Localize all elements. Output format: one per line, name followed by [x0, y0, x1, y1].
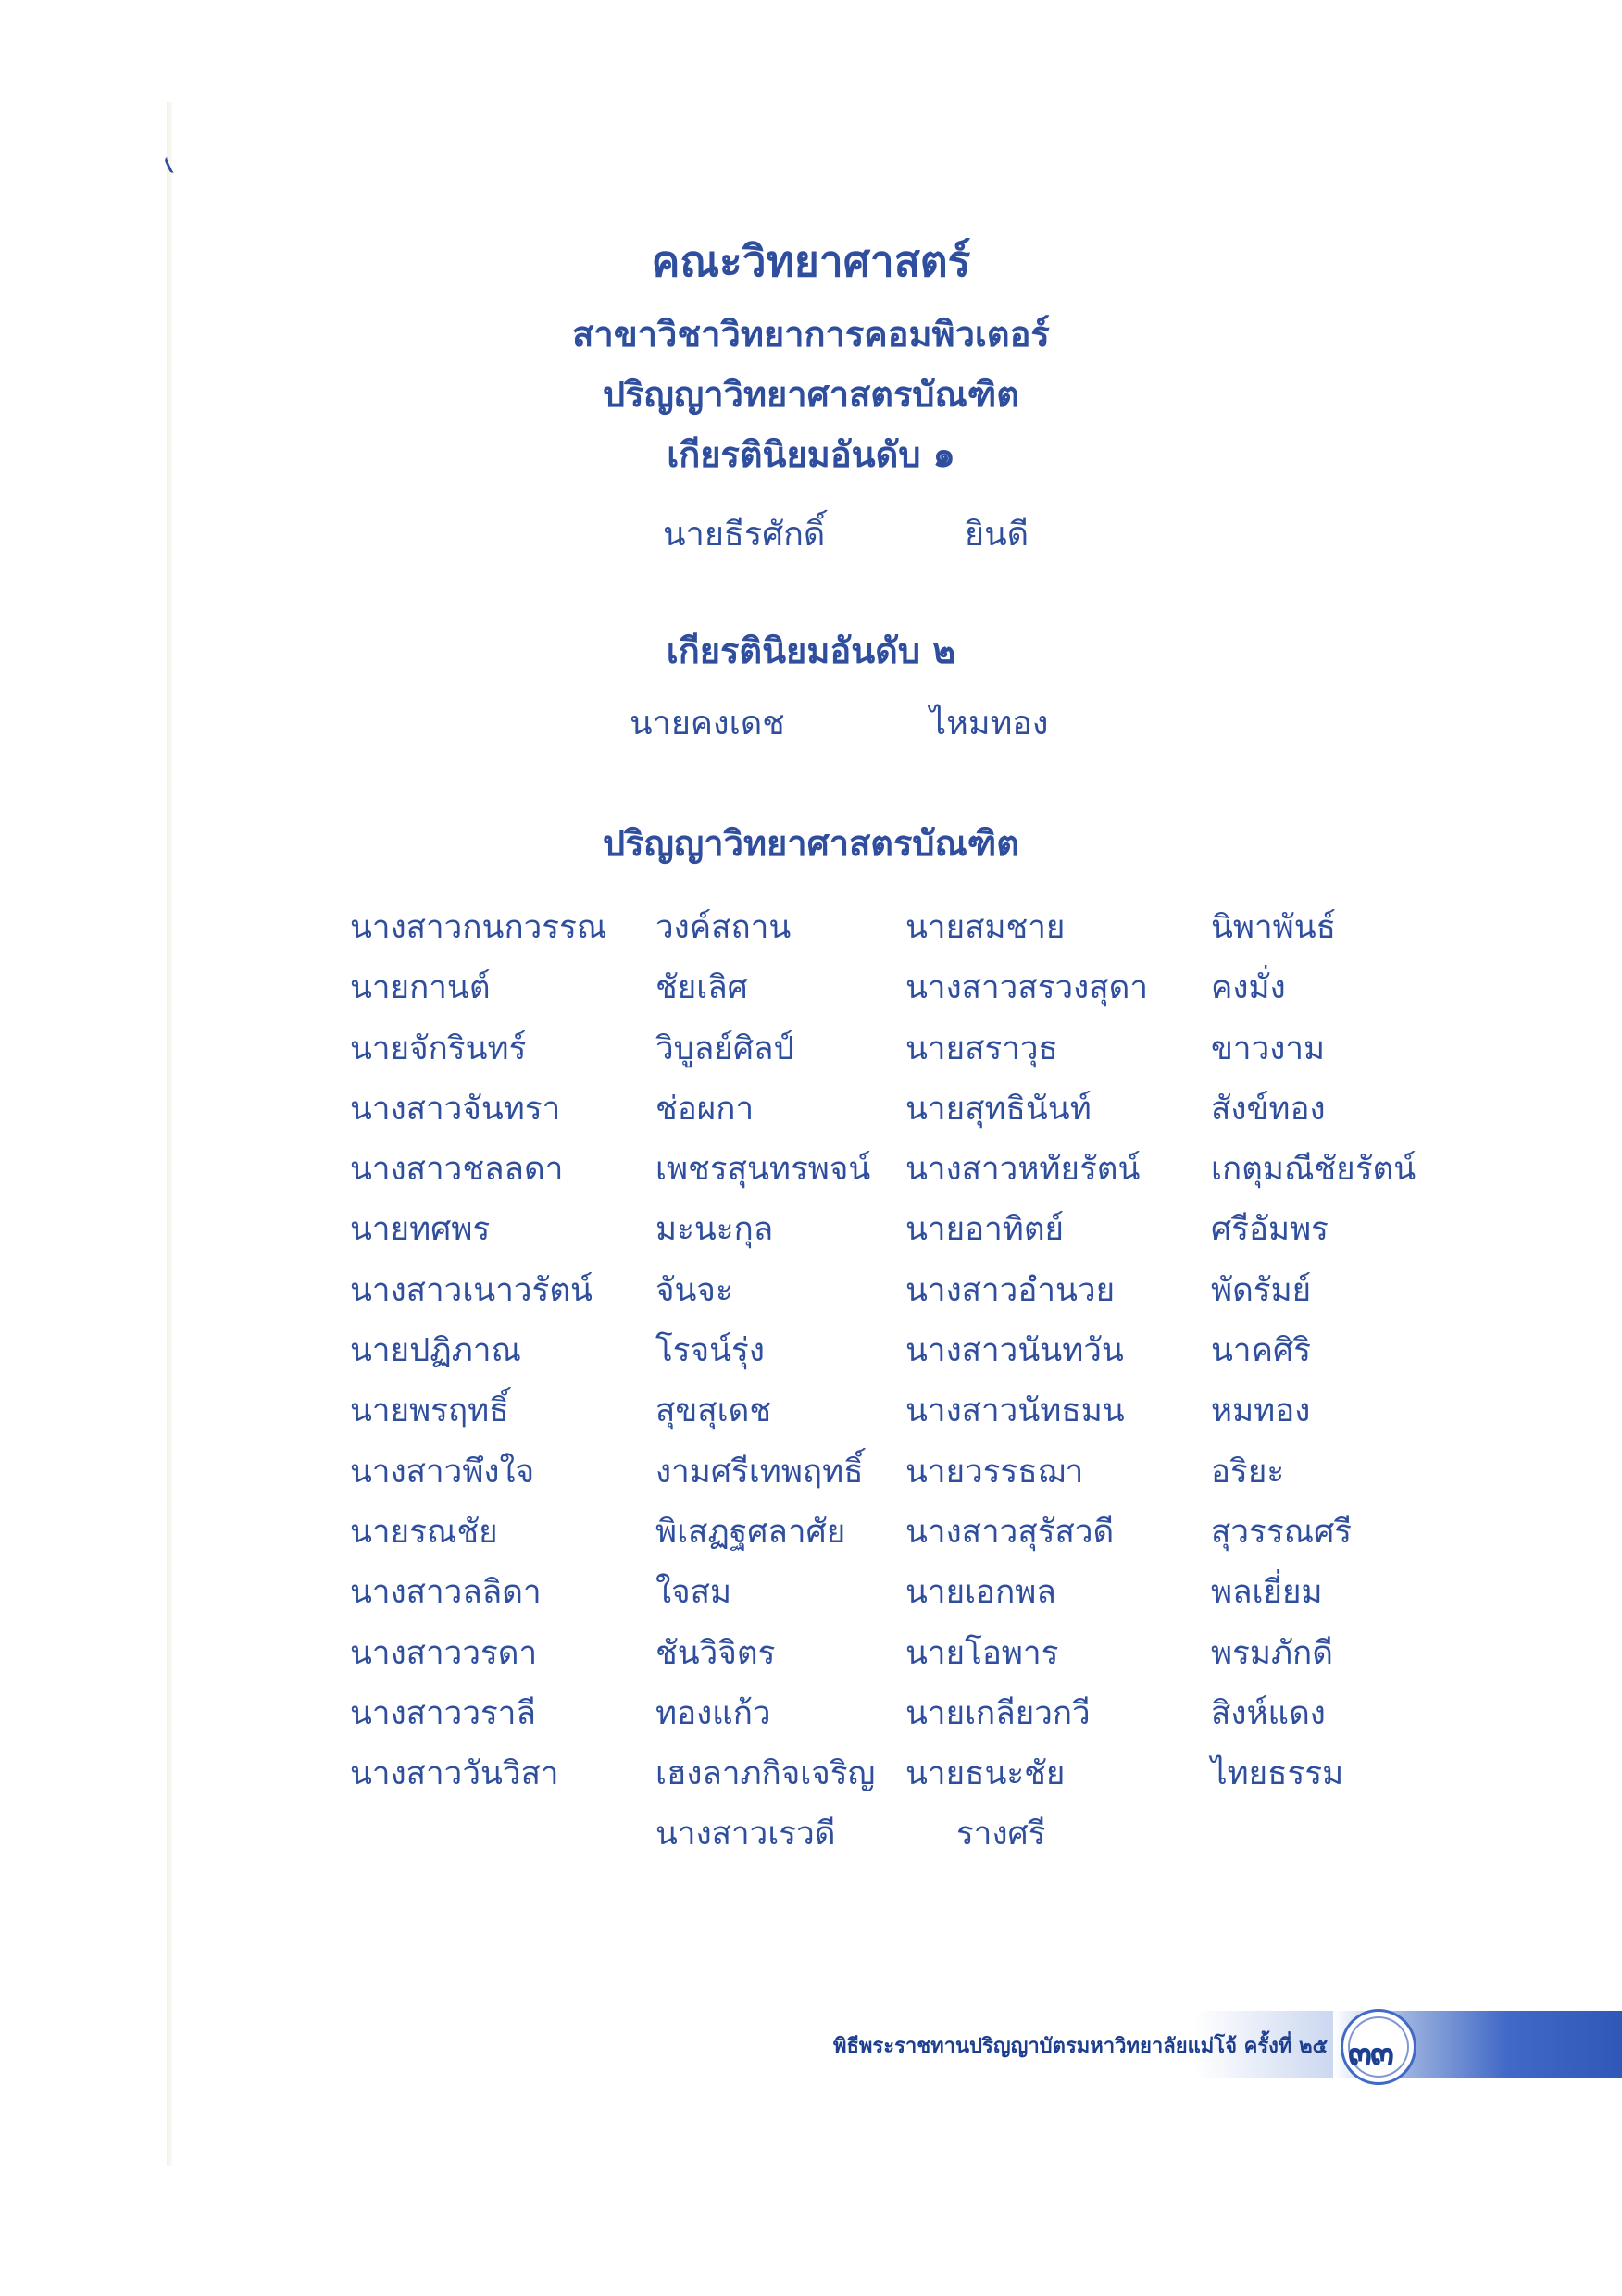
last-name: พรมภักดี [1211, 1634, 1333, 1672]
table-row [350, 1143, 1461, 1204]
last-name: ไหมทอง [930, 705, 1049, 742]
first-name: นายอาทิตย์ [905, 1211, 1065, 1249]
program-title: สาขาวิชาวิทยาการคอมพิวเตอร์ [572, 314, 1050, 355]
first-name: นายเกลียวกวี [905, 1694, 1091, 1732]
table-row [350, 1808, 1461, 1868]
first-name: นางสาวหทัยรัตน์ [905, 1151, 1141, 1189]
faculty-title: คณะวิทยาศาสตร์ [651, 236, 971, 286]
table-row [350, 1385, 1461, 1445]
last-name: ศรีอัมพร [1211, 1211, 1329, 1249]
first-name: นางสาววรดา [350, 1634, 538, 1672]
first-name: นางสาวสุรัสวดี [905, 1513, 1115, 1551]
first-name: นางสาวเนาวรัตน์ [350, 1271, 593, 1309]
first-name: นายสุทธินันท์ [905, 1090, 1092, 1128]
last-name: สิงห์แดง [1211, 1694, 1326, 1732]
table-row [350, 1083, 1461, 1143]
last-name: เกตุมณีชัยรัตน์ [1211, 1151, 1416, 1189]
first-name: นางสาวนันทวัน [905, 1332, 1124, 1370]
degree-title: ปริญญาวิทยาศาสตรบัณฑิต [603, 374, 1019, 415]
table-row [350, 1325, 1461, 1385]
graduate-name-grid [350, 902, 1461, 1869]
table-row [350, 1023, 1461, 1083]
last-name: พิเสฏฐศลาศัย [655, 1513, 846, 1551]
last-name: พัดรัมย์ [1211, 1271, 1312, 1309]
table-row [350, 1628, 1461, 1688]
last-name: รางศรี [956, 1816, 1046, 1853]
last-name: วงค์สถาน [655, 909, 792, 946]
first-name: นางสาวนัทธมน [905, 1392, 1125, 1430]
last-name: เพชรสุนทรพจน์ [655, 1151, 871, 1189]
first-name: นายวรรธฌา [905, 1453, 1084, 1491]
last-name: งามศรีเทพฤทธิ์ [655, 1453, 864, 1491]
table-row [350, 1265, 1461, 1325]
last-name: โรจน์รุ่ง [655, 1332, 765, 1370]
last-name: จันจะ [655, 1271, 733, 1309]
last-name: คงมั่ง [1211, 969, 1286, 1007]
first-name: นายคงเดช [630, 705, 785, 742]
table-row [350, 1204, 1461, 1264]
first-name: นายพรฤทธิ์ [350, 1392, 509, 1430]
last-name: มะนะกุล [655, 1211, 774, 1249]
table-row [350, 1688, 1461, 1748]
first-name: นายรณชัย [350, 1513, 498, 1551]
footer-ceremony-title: พิธีพระราชทานปริญญาบัตรมหาวิทยาลัยแม่โจ้ ครั้งที่ ๒๕ [833, 2034, 1329, 2058]
honor-first-title: เกียรตินิยมอันดับ ๑ [667, 434, 955, 475]
first-name: นางสาวชลลดา [350, 1151, 564, 1189]
first-name: นายจักรินทร์ [350, 1029, 527, 1067]
table-row [350, 1446, 1461, 1506]
last-name: นาคศิริ [1211, 1332, 1312, 1370]
first-name: นายธีรศักดิ์ [663, 516, 826, 554]
first-name: นางสาวสรวงสุดา [905, 969, 1148, 1007]
last-name: ขาวงาม [1211, 1029, 1326, 1067]
table-row [350, 962, 1461, 1022]
first-name: นายกานต์ [350, 969, 491, 1007]
last-name: ยินดี [965, 516, 1029, 554]
table-row [350, 1506, 1461, 1566]
first-name: นางสาวลลิดา [350, 1574, 542, 1612]
first-name: นางสาวกนกวรรณ [350, 909, 607, 946]
last-name: ไทยธรรม [1211, 1755, 1344, 1793]
first-name: นางสาววันวิสา [350, 1755, 559, 1793]
first-name: นายธนะชัย [905, 1755, 1066, 1793]
last-name: เฮงลาภกิจเจริญ [655, 1755, 876, 1793]
first-name: นางสาวจันทรา [350, 1090, 561, 1128]
first-name: นางสาวเรวดี [655, 1816, 836, 1853]
last-name: ทองแก้ว [655, 1694, 771, 1732]
last-name: นิพาพันธ์ [1211, 909, 1337, 946]
last-name: หมทอง [1211, 1392, 1311, 1430]
first-name: นายเอกพล [905, 1574, 1056, 1612]
first-name: นางสาววราลี [350, 1694, 536, 1732]
table-row [350, 902, 1461, 962]
last-name: พลเยี่ยม [1211, 1574, 1323, 1612]
last-name: สุวรรณศรี [1211, 1513, 1353, 1551]
last-name: วิบูลย์ศิลป์ [655, 1029, 794, 1067]
first-name: นางสาวพึงใจ [350, 1453, 535, 1491]
first-name: นายสมชาย [905, 909, 1066, 946]
table-row [350, 1566, 1461, 1627]
last-name: ชันวิจิตร [655, 1634, 776, 1672]
last-name: ชัยเลิศ [655, 969, 748, 1007]
last-name: สังข์ทอง [1211, 1090, 1326, 1128]
first-name: นายปฏิภาณ [350, 1332, 521, 1370]
graduates-title: ปริญญาวิทยาศาสตรบัณฑิต [603, 823, 1019, 864]
first-name: นางสาวอำนวย [905, 1271, 1116, 1309]
first-name: นายทศพร [350, 1211, 491, 1249]
page-number: ๓๓ [1348, 2032, 1392, 2073]
last-name: อริยะ [1211, 1453, 1285, 1491]
first-name: นายโอพาร [905, 1634, 1059, 1672]
last-name: สุขสุเดช [655, 1392, 772, 1430]
last-name: ใจสม [655, 1574, 732, 1612]
last-name: ช่อผกา [655, 1090, 755, 1128]
honor-second-title: เกียรตินิยมอันดับ ๒ [666, 630, 956, 671]
table-row [350, 1748, 1461, 1808]
first-name: นายสราวุธ [905, 1029, 1058, 1067]
